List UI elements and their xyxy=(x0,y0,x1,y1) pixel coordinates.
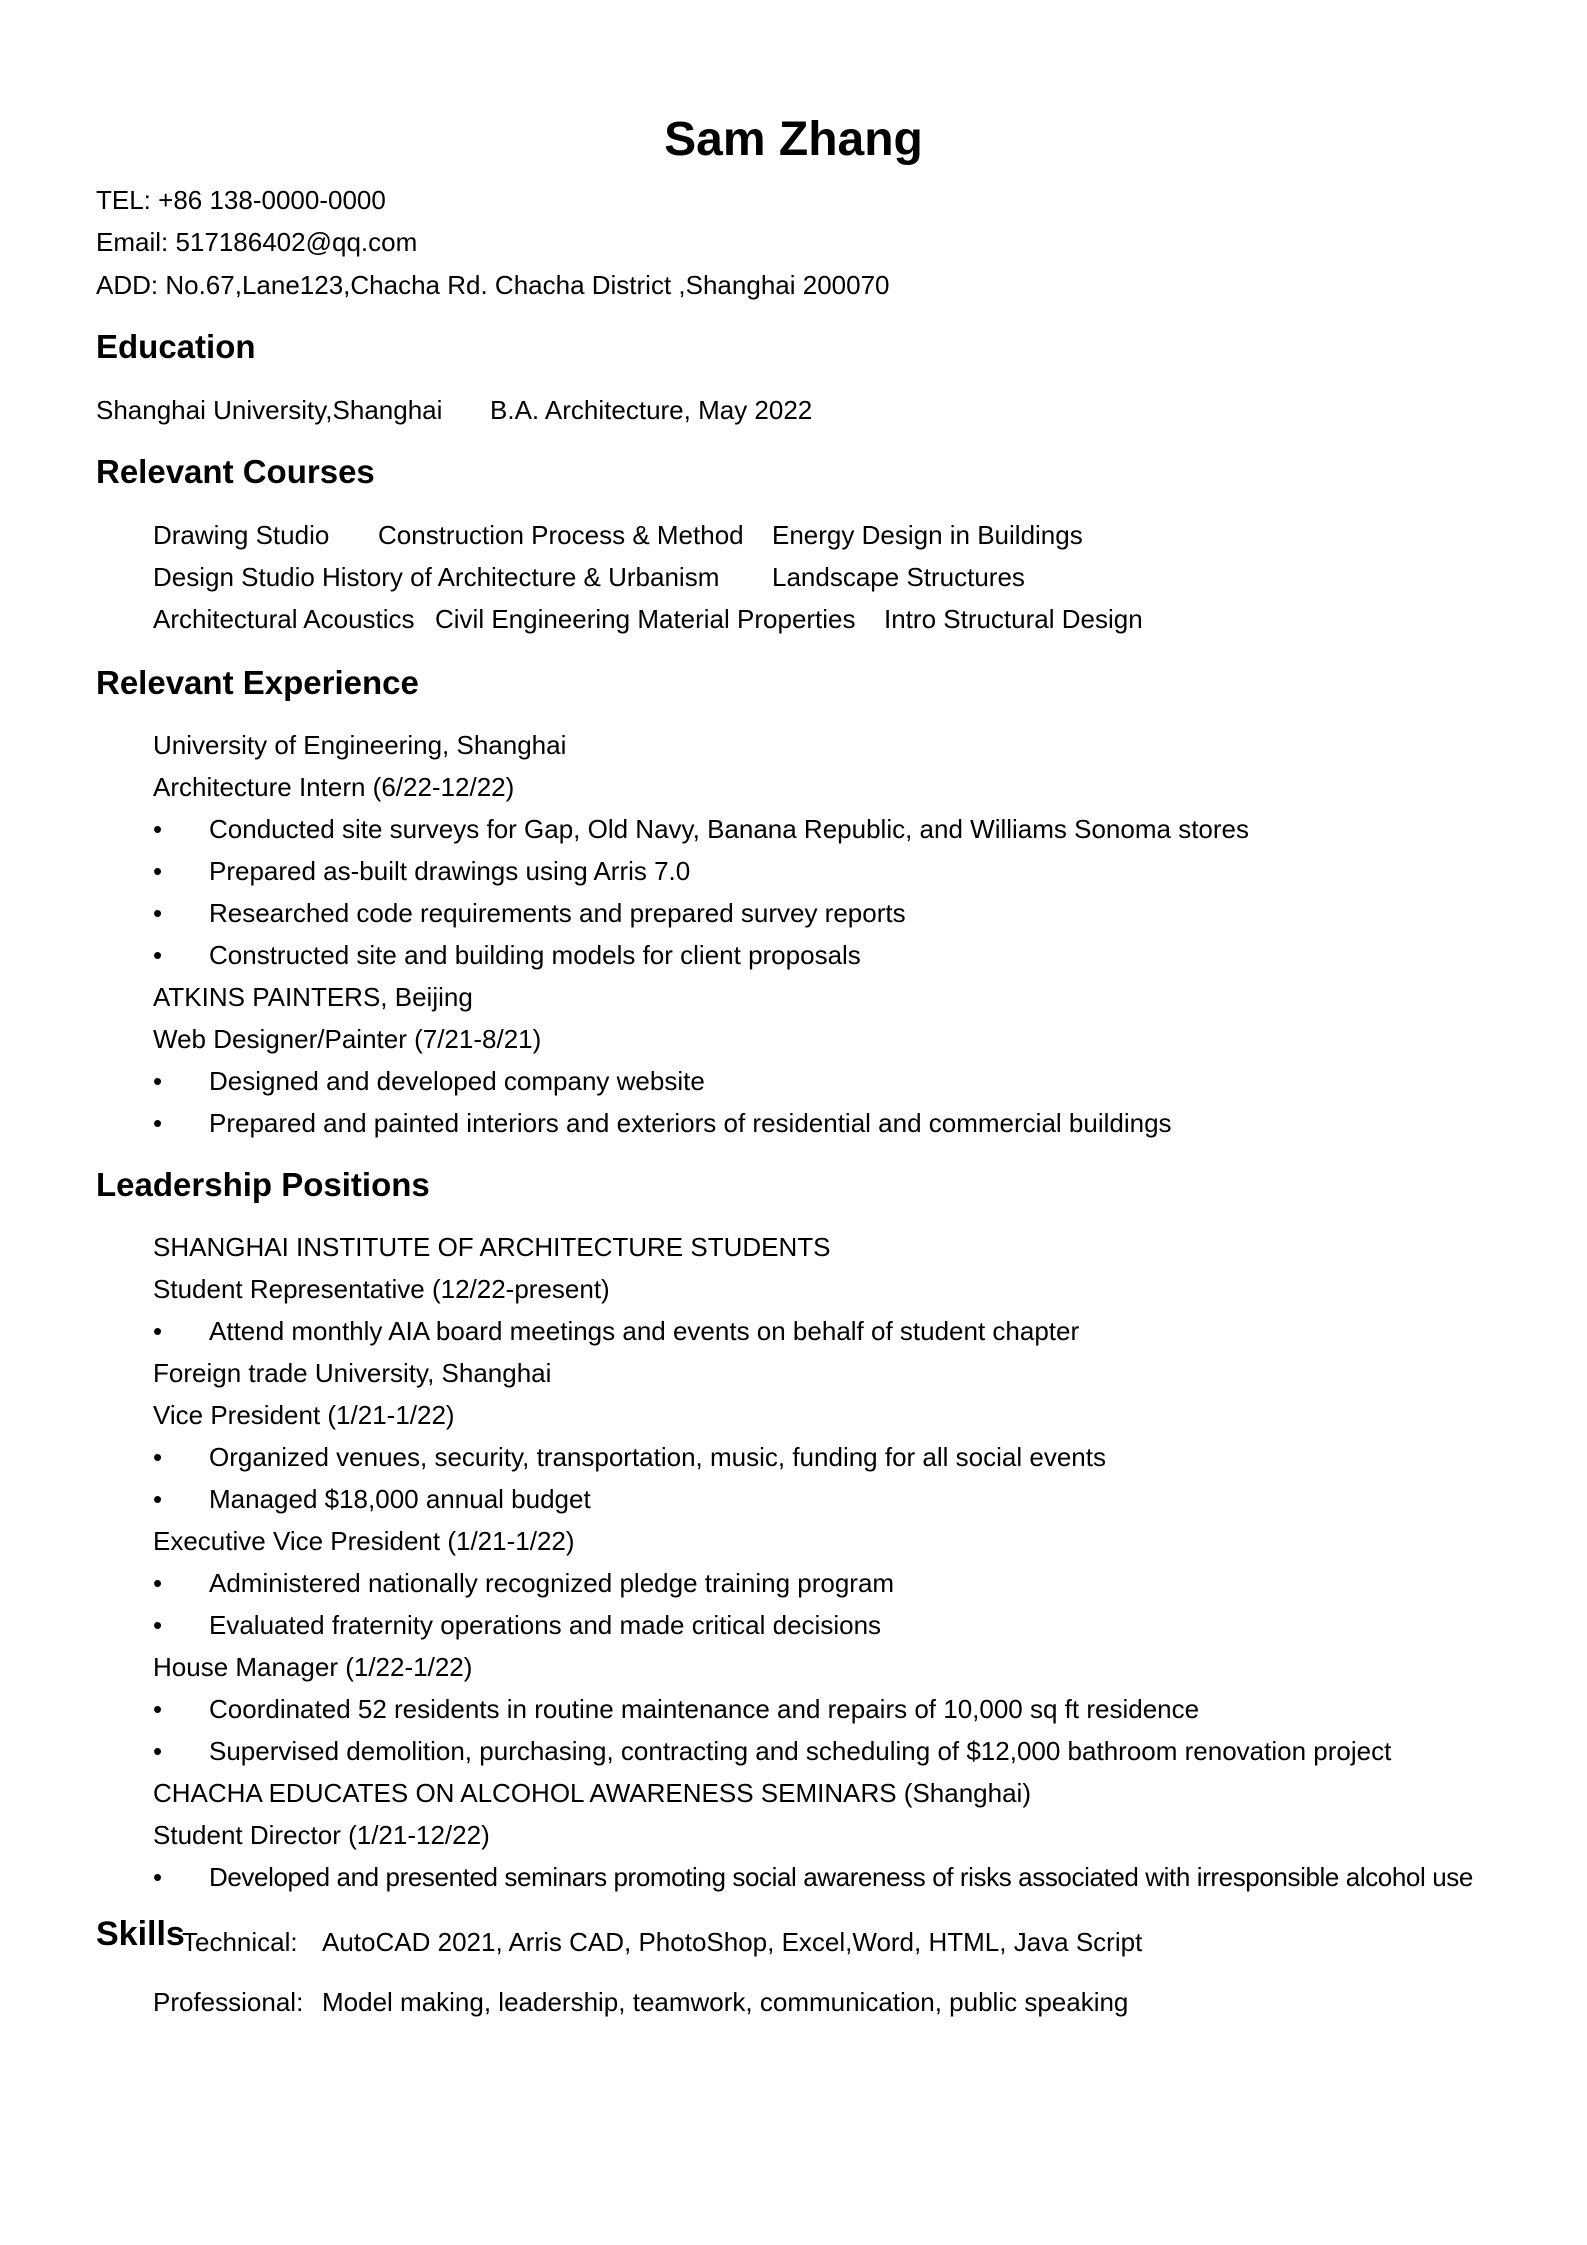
resume-name: Sam Zhang xyxy=(664,113,923,166)
bullet-glyph: • xyxy=(153,814,163,844)
bullet-glyph: • xyxy=(153,1736,163,1766)
course-item: Architectural Acoustics xyxy=(153,604,415,634)
course-item: History of Architecture & Urbanism xyxy=(322,562,720,592)
experience-bullet: Researched code requirements and prepared survey reports xyxy=(209,898,906,928)
leadership-bullet: Developed and presented seminars promoting social awareness of risks associated with irresponsible alcohol use xyxy=(209,1862,1473,1892)
experience-bullet: Designed and developed company website xyxy=(209,1066,705,1096)
education-school: Shanghai University,Shanghai xyxy=(96,395,443,425)
bullet-glyph: • xyxy=(153,1862,163,1892)
leadership-org: CHACHA EDUCATES ON ALCOHOL AWARENESS SEMINARS (Shanghai) xyxy=(153,1778,1031,1808)
skills-professional-label: Professional: xyxy=(153,1987,304,2017)
course-item: Energy Design in Buildings xyxy=(772,520,1083,550)
course-item: Design Studio xyxy=(153,562,315,592)
leadership-bullet: Managed $18,000 annual budget xyxy=(209,1484,591,1514)
course-item: Landscape Structures xyxy=(772,562,1025,592)
bullet-glyph: • xyxy=(153,1108,163,1138)
bullet-glyph: • xyxy=(153,898,163,928)
course-item: Intro Structural Design xyxy=(884,604,1143,634)
leadership-role: Executive Vice President (1/21-1/22) xyxy=(153,1526,575,1556)
experience-bullet: Constructed site and building models for client proposals xyxy=(209,940,861,970)
leadership-role: Vice President (1/21-1/22) xyxy=(153,1400,455,1430)
skills-heading: Skills xyxy=(96,1915,185,1953)
contact-tel: TEL: +86 138-0000-0000 xyxy=(96,185,386,215)
bullet-glyph: • xyxy=(153,1484,163,1514)
bullet-glyph: • xyxy=(153,940,163,970)
course-item: Drawing Studio xyxy=(153,520,330,550)
leadership-bullet: Evaluated fraternity operations and made critical decisions xyxy=(209,1610,882,1640)
leadership-bullet: Organized venues, security, transportation, music, funding for all social events xyxy=(209,1442,1106,1472)
experience-bullet: Conducted site surveys for Gap, Old Navy, Banana Republic, and Williams Sonoma stores xyxy=(209,814,1249,844)
leadership-bullet: Supervised demolition, purchasing, contracting and scheduling of $12,000 bathroom renovation project xyxy=(209,1736,1392,1766)
course-item: Civil Engineering Material Properties xyxy=(435,604,856,634)
experience-bullet: Prepared and painted interiors and exteriors of residential and commercial buildings xyxy=(209,1108,1172,1138)
experience-role: Web Designer/Painter (7/21-8/21) xyxy=(153,1024,542,1054)
bullet-glyph: • xyxy=(153,1066,163,1096)
experience-bullet: Prepared as-built drawings using Arris 7.0 xyxy=(209,856,691,886)
leadership-heading: Leadership Positions xyxy=(96,1166,430,1203)
bullet-glyph: • xyxy=(153,1316,163,1346)
experience-heading: Relevant Experience xyxy=(96,664,419,701)
leadership-org: SHANGHAI INSTITUTE OF ARCHITECTURE STUDENTS xyxy=(153,1232,831,1262)
experience-role: Architecture Intern (6/22-12/22) xyxy=(153,772,515,802)
experience-org: ATKINS PAINTERS, Beijing xyxy=(153,982,473,1012)
education-heading: Education xyxy=(96,328,256,365)
leadership-bullet: Coordinated 52 residents in routine maintenance and repairs of 10,000 sq ft residence xyxy=(209,1694,1200,1724)
courses-heading: Relevant Courses xyxy=(96,453,375,490)
leadership-bullet: Attend monthly AIA board meetings and events on behalf of student chapter xyxy=(209,1316,1080,1346)
bullet-glyph: • xyxy=(153,1442,163,1472)
course-item: Construction Process & Method xyxy=(378,520,744,550)
bullet-glyph: • xyxy=(153,1694,163,1724)
bullet-glyph: • xyxy=(153,1610,163,1640)
bullet-glyph: • xyxy=(153,1568,163,1598)
skills-technical-value: AutoCAD 2021, Arris CAD, PhotoShop, Excel,Word, HTML, Java Script xyxy=(322,1927,1143,1957)
leadership-role: Student Representative (12/22-present) xyxy=(153,1274,610,1304)
leadership-bullet: Administered nationally recognized pledge training program xyxy=(209,1568,895,1598)
experience-org: University of Engineering, Shanghai xyxy=(153,730,567,760)
skills-professional-value: Model making, leadership, teamwork, communication, public speaking xyxy=(322,1987,1129,2017)
contact-email: Email: 517186402@qq.com xyxy=(96,227,418,257)
contact-address: ADD: No.67,Lane123,Chacha Rd. Chacha District ,Shanghai 200070 xyxy=(96,270,890,300)
leadership-org: Foreign trade University, Shanghai xyxy=(153,1358,552,1388)
leadership-role: Student Director (1/21-12/22) xyxy=(153,1820,490,1850)
bullet-glyph: • xyxy=(153,856,163,886)
leadership-role: House Manager (1/22-1/22) xyxy=(153,1652,473,1682)
education-degree: B.A. Architecture, May 2022 xyxy=(490,395,813,425)
skills-technical-label: Technical: xyxy=(182,1927,298,1957)
